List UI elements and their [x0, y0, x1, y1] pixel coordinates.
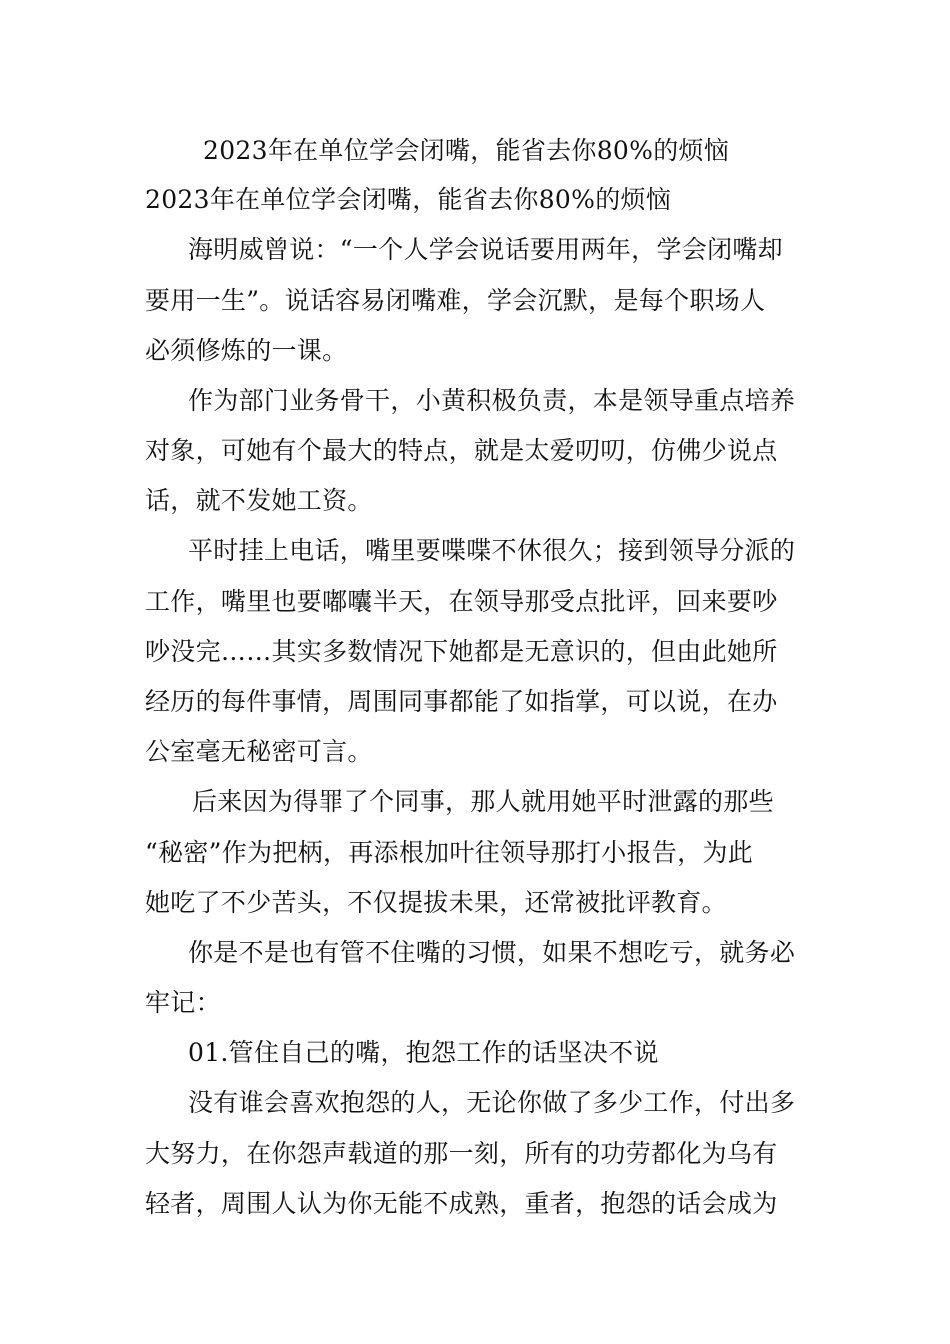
paragraph-line: 你是不是也有管不住嘴的习惯，如果不想吃亏，就务必: [188, 938, 796, 967]
paragraph-line: 公室毫无秘密可言。: [145, 737, 373, 766]
paragraph-line: 海明威曾说：“一个人学会说话要用两年，学会闭嘴却: [188, 235, 783, 264]
paragraph-line: “秘密”作为把柄，再添根加叶往领导那打小报告，为此: [145, 838, 754, 867]
document-title: 2023年在单位学会闭嘴，能省去你80%的烦恼: [203, 136, 730, 165]
paragraph-line: 工作，嘴里也要嘟囔半天，在领导那受点批评，回来要吵: [145, 587, 778, 616]
paragraph-line: 轻者，周围人认为你无能不成熟，重者，抱怨的话会成为: [145, 1189, 778, 1218]
paragraph-line: 大努力，在你怨声载道的那一刻，所有的功劳都化为乌有: [145, 1139, 778, 1168]
paragraph-line: 经历的每件事情，周围同事都能了如指掌，可以说，在办: [145, 687, 778, 716]
paragraph-line: 必须修炼的一课。: [145, 336, 348, 365]
paragraph-line: 平时挂上电话，嘴里要喋喋不休很久；接到领导分派的: [188, 536, 796, 565]
paragraph-line: 要用一生”。说话容易闭嘴难，学会沉默，是每个职场人: [145, 286, 766, 315]
paragraph-line: 吵没完……其实多数情况下她都是无意识的，但由此她所: [145, 637, 778, 666]
section-heading: 01.管住自己的嘴，抱怨工作的话坚决不说: [188, 1038, 659, 1067]
paragraph-line: 她吃了不少苦头，不仅提拔未果，还常被批评教育。: [145, 888, 727, 917]
paragraph-line: 话，就不发她工资。: [145, 486, 373, 515]
paragraph-line: 牢记：: [145, 988, 221, 1017]
paragraph-line: 作为部门业务骨干，小黄积极负责，本是领导重点培养: [188, 386, 796, 415]
document-subtitle: 2023年在单位学会闭嘴，能省去你80%的烦恼: [145, 185, 672, 214]
paragraph-line: 没有谁会喜欢抱怨的人，无论你做了多少工作，付出多: [188, 1088, 796, 1117]
paragraph-line: 对象，可她有个最大的特点，就是太爱叨叨，仿佛少说点: [145, 436, 778, 465]
paragraph-line: 后来因为得罪了个同事，那人就用她平时泄露的那些: [192, 787, 774, 816]
